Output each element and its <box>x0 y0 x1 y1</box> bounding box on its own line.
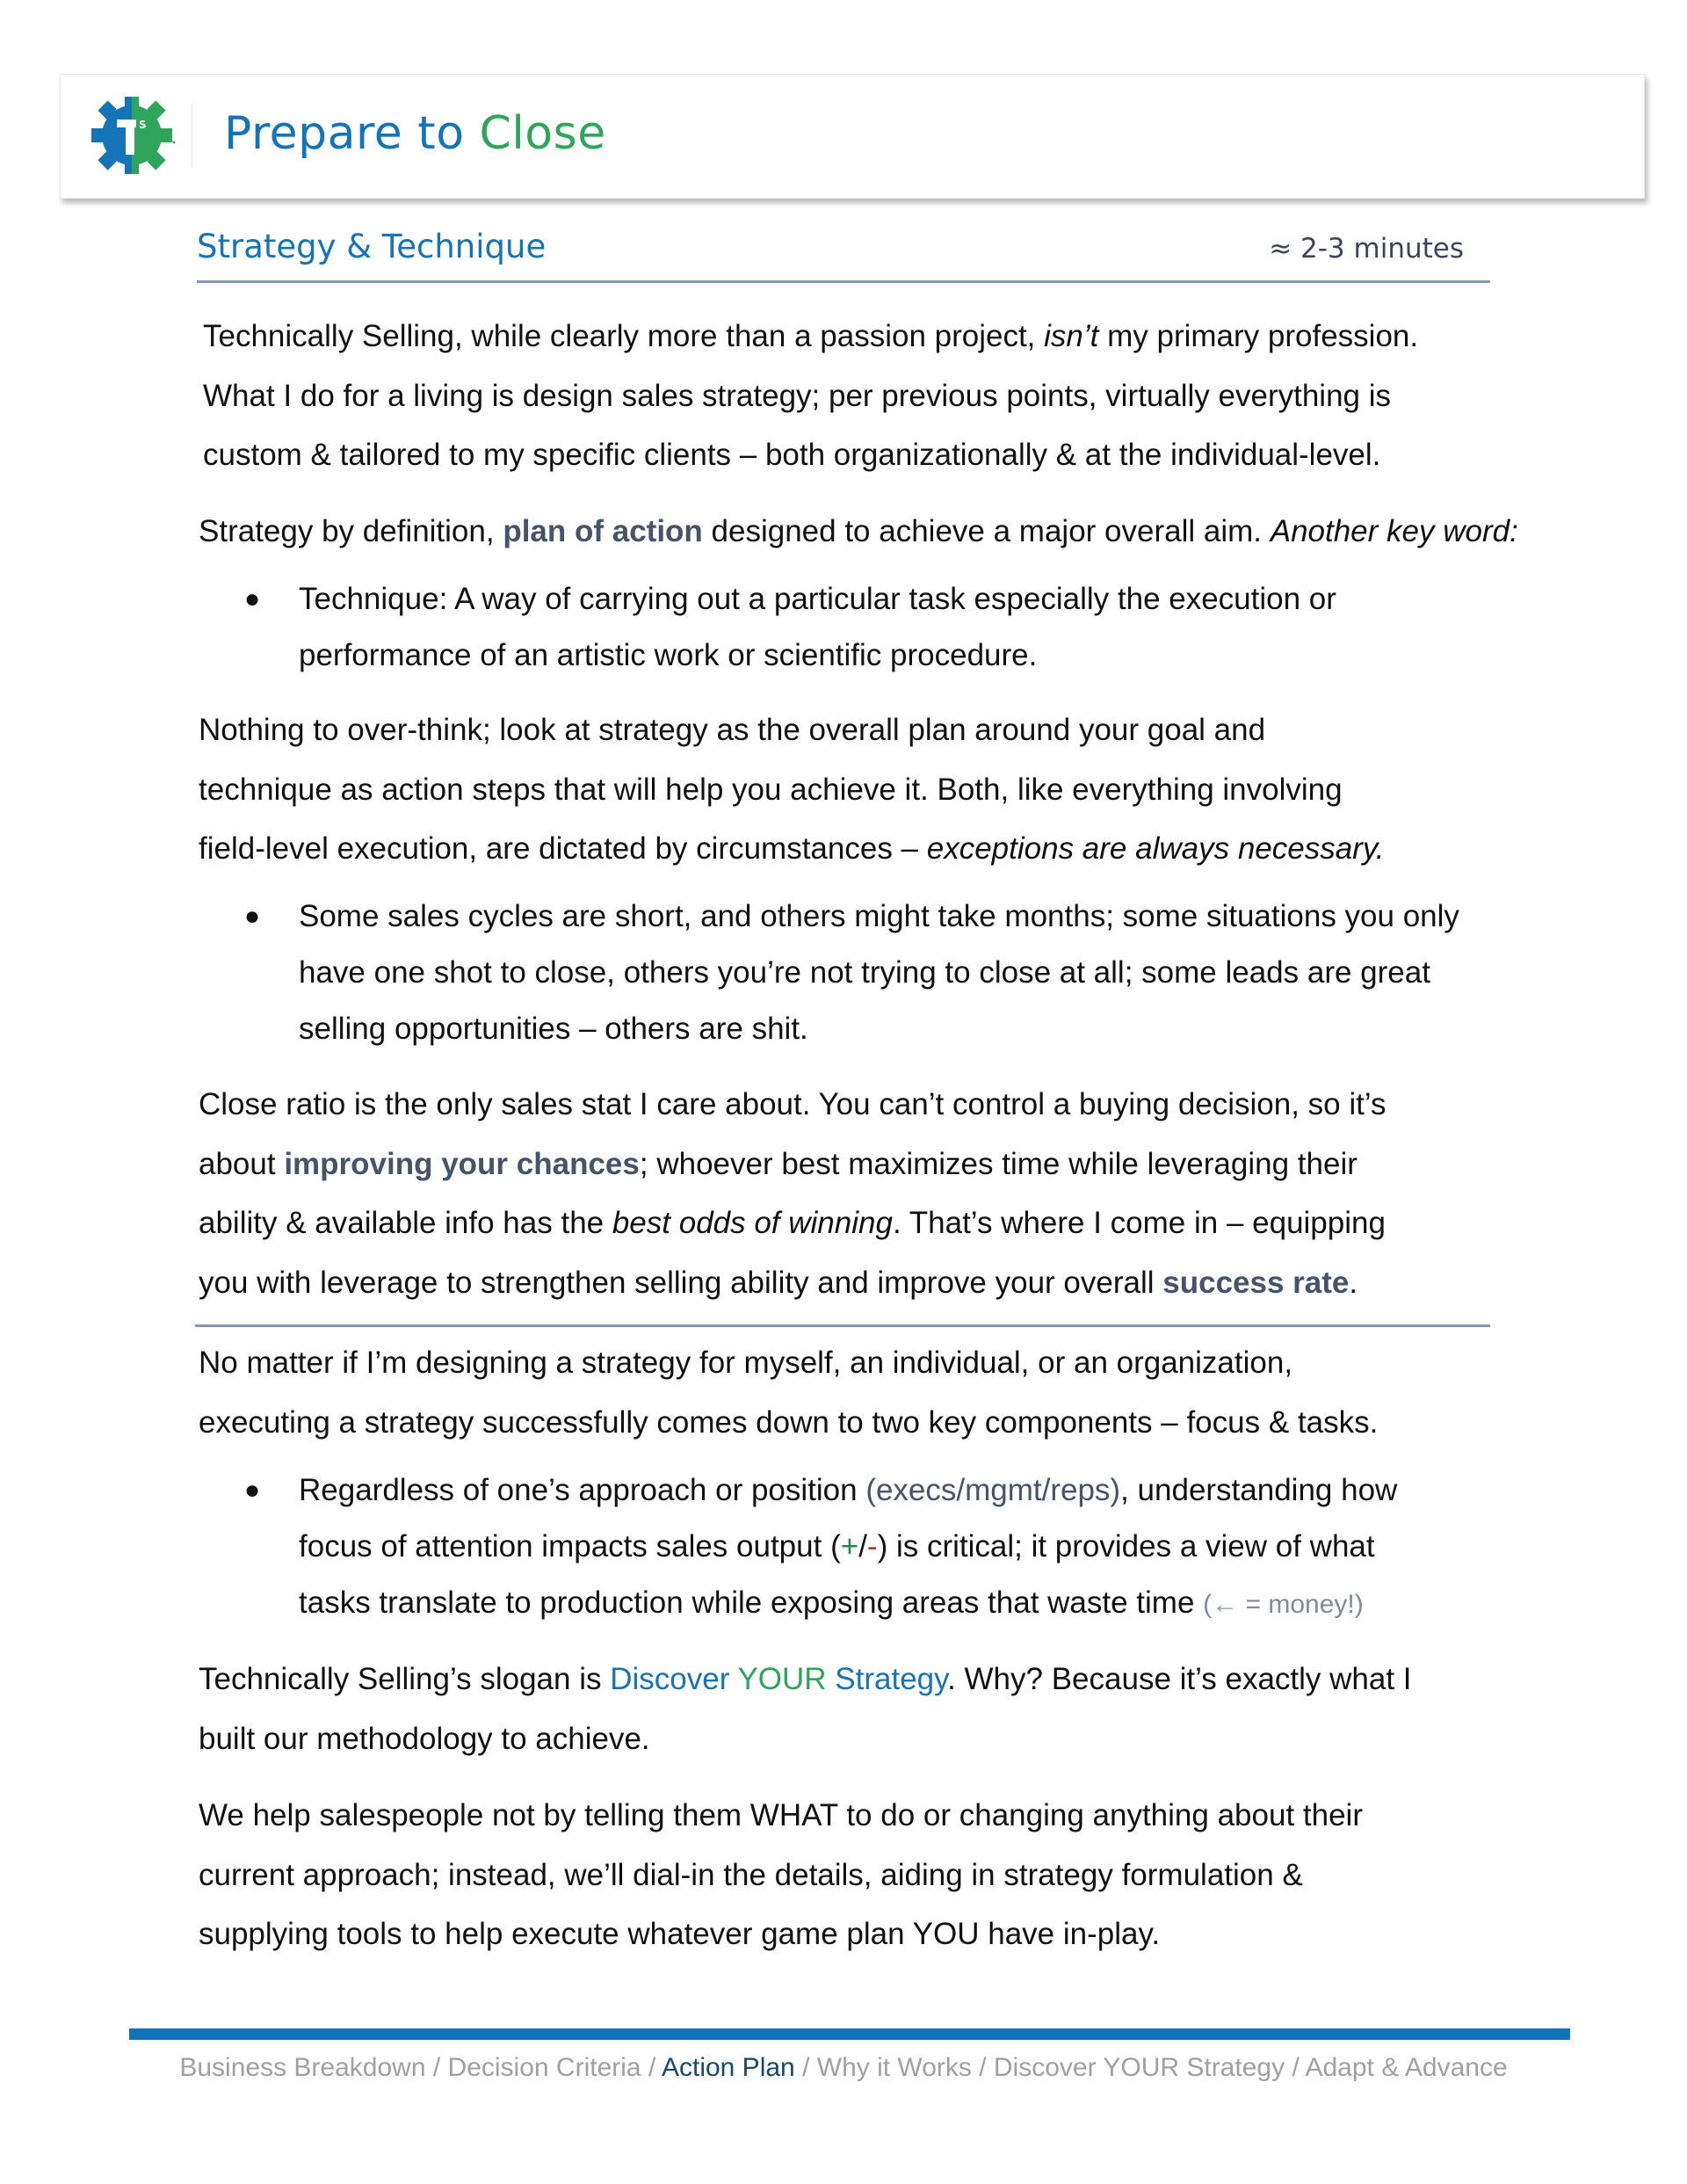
text-line: current approach; instead, we’ll dial-in the details, aiding in strategy formulation & <box>199 1857 1303 1892</box>
text-line <box>199 819 1384 879</box>
svg-text:S: S <box>139 119 147 131</box>
text: . That’s where I come in – equipping <box>892 1206 1386 1240</box>
reading-duration: ≈ 2-3 minutes <box>1269 233 1464 265</box>
text-line: We help salespeople not by telling them WHAT to do or changing anything about their <box>199 1798 1363 1832</box>
text-line: built our methodology to achieve. <box>199 1721 650 1756</box>
footer-nav-item-discover-your-strategy[interactable]: Discover YOUR Strategy <box>993 2053 1285 2082</box>
italic-text: Another key word: <box>1270 514 1518 548</box>
text-line: performance of an artistic work or scientific procedure. <box>299 638 1038 672</box>
text-line <box>299 1462 1397 1519</box>
plus-sign: + <box>840 1529 859 1564</box>
italic-text: isn’t <box>1044 319 1099 353</box>
text-line: have one shot to close, others you’re not trying to close at all; some leads are great <box>299 955 1430 990</box>
paragraph-strategy-definition <box>199 502 1518 562</box>
breadcrumb-separator: / <box>641 2053 662 2082</box>
italic-text: exceptions are always necessary. <box>926 831 1385 866</box>
text: . <box>1349 1265 1358 1300</box>
bullet-icon: ● <box>244 902 261 931</box>
text-line <box>299 1519 1397 1575</box>
footer-nav-item-why-it-works[interactable]: Why it Works <box>816 2053 972 2082</box>
text: Strategy by definition, <box>199 514 503 548</box>
text-line <box>199 1194 1387 1253</box>
paragraph-focus-tasks <box>199 1333 1378 1452</box>
text-line: technique as action steps that will help you achieve it. Both, like everything involving <box>199 772 1343 807</box>
text-line <box>199 1135 1387 1194</box>
text-line <box>203 307 1418 366</box>
breadcrumb-separator: / <box>971 2053 994 2082</box>
slogan-strategy: Strategy <box>826 1662 948 1696</box>
slogan-discover: Discover <box>610 1662 738 1696</box>
footer-nav-item-decision-criteria[interactable]: Decision Criteria <box>447 2053 641 2082</box>
paragraph-we-help <box>199 1786 1363 1964</box>
paragraph-overthink <box>199 700 1384 879</box>
text: ) is critical; it provides a view of what <box>877 1529 1375 1564</box>
footer-bar <box>129 2028 1570 2040</box>
text-line: selling opportunities – others are shit. <box>299 1012 808 1046</box>
text-line <box>199 1253 1387 1313</box>
emphasis-improving-chances: improving your chances <box>284 1146 640 1181</box>
paragraph-intro <box>203 307 1418 485</box>
text: Regardless of one’s approach or position <box>299 1473 866 1507</box>
text: about <box>199 1146 285 1181</box>
paragraph-slogan <box>199 1650 1412 1768</box>
text-line: Close ratio is the only sales stat I care about. You can’t control a buying decision, so it’s <box>199 1087 1387 1121</box>
footer-nav-item-adapt-advance[interactable]: Adapt & Advance <box>1305 2053 1508 2082</box>
text-line: supplying tools to help execute whatever game plan YOU have in-play. <box>199 1917 1161 1951</box>
footer-nav-item-business-breakdown[interactable]: Business Breakdown <box>179 2053 426 2082</box>
bullet-text <box>299 1462 1397 1633</box>
text: my primary profession. <box>1098 319 1419 353</box>
text: = money!) <box>1238 1590 1364 1619</box>
text: ; whoever best maximizes time while leveraging their <box>639 1146 1358 1181</box>
text-line: executing a strategy successfully comes down to two key components – focus & tasks. <box>199 1404 1379 1440</box>
text: ability & available info has the <box>199 1206 612 1240</box>
text-line: custom & tailored to my specific clients – both organizationally & at the individual-level. <box>203 438 1381 472</box>
breadcrumb-separator: / <box>1285 2053 1306 2082</box>
text: you with leverage to strengthen selling ability and improve your overall <box>199 1265 1163 1300</box>
money-note <box>1203 1590 1364 1619</box>
text-line <box>299 1575 1397 1633</box>
emphasis-success-rate: success rate <box>1162 1265 1350 1300</box>
text-line <box>199 502 1518 562</box>
bullet-icon: ● <box>244 1476 261 1505</box>
minus-sign: - <box>866 1529 878 1564</box>
text: field-level execution, are dictated by circumstances – <box>199 831 927 866</box>
page-title <box>224 105 606 162</box>
paragraph-close-ratio <box>199 1075 1387 1312</box>
emphasis-plan-of-action: plan of action <box>503 514 703 548</box>
text-line: What I do for a living is design sales strategy; per previous points, virtually everything is <box>203 378 1392 413</box>
breadcrumb-separator: / <box>425 2053 448 2082</box>
text: designed to achieve a major overall aim. <box>702 514 1271 548</box>
title-prepare: Prepare to <box>224 107 480 160</box>
left-arrow-icon: ← <box>1212 1590 1239 1619</box>
bullet-text <box>299 889 1459 1057</box>
text-line: Some sales cycles are short, and others might take months; some situations you only <box>299 899 1459 933</box>
text-line: No matter if I’m designing a strategy for myself, an individual, or an organization, <box>199 1346 1293 1380</box>
section-divider <box>195 1324 1490 1327</box>
text-line <box>199 1650 1412 1709</box>
title-close: Close <box>479 107 606 160</box>
italic-text: best odds of winning <box>612 1206 893 1240</box>
text: focus of attention impacts sales output ( <box>299 1529 841 1564</box>
text: Technically Selling, while clearly more than a passion project, <box>203 319 1045 353</box>
text-line: Nothing to over-think; look at strategy as the overall plan around your goal and <box>199 713 1266 747</box>
section-header <box>197 224 1490 283</box>
roles-note: (execs/mgmt/reps) <box>865 1473 1121 1507</box>
text: tasks translate to production while exposing areas that waste time <box>299 1585 1204 1620</box>
text-line: Technique: A way of carrying out a particular task especially the execution or <box>299 582 1336 616</box>
text: , understanding how <box>1120 1473 1398 1507</box>
breadcrumb-separator: / <box>794 2053 817 2082</box>
footer-breadcrumb-nav <box>0 2053 1687 2083</box>
slogan-your: YOUR <box>737 1662 827 1696</box>
bullet-icon: ● <box>244 584 261 613</box>
footer-nav-item-action-plan[interactable]: Action Plan <box>661 2053 795 2082</box>
text: / <box>858 1529 867 1564</box>
text: Technically Selling’s slogan is <box>199 1662 611 1696</box>
bullet-text <box>299 571 1336 684</box>
text: ( <box>1203 1590 1213 1619</box>
text: . Why? Because it’s exactly what I <box>947 1662 1412 1696</box>
section-title: Strategy & Technique <box>197 228 547 265</box>
gear-logo-icon <box>88 93 176 178</box>
